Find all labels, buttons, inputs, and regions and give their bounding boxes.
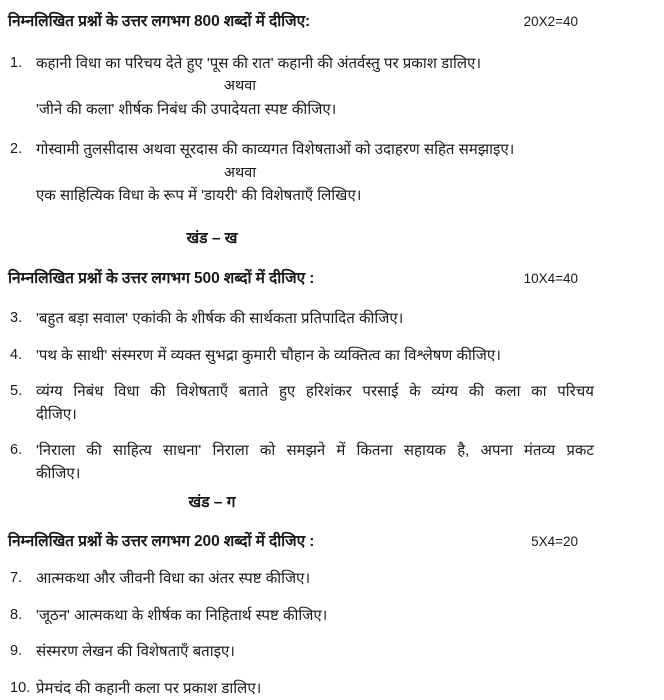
question-body <box>36 440 594 485</box>
section-a-instruction-text: निम्नलिखित प्रश्नों के उत्तर लगभग 800 शब्दों में दीजिए: <box>8 13 311 30</box>
section-c-instruction-text: निम्नलिखित प्रश्नों के उत्तर लगभग 200 शब्दों में दीजिए : <box>8 532 315 550</box>
section-c-heading: खंड – ग <box>188 494 236 512</box>
question-item <box>0 641 664 664</box>
question-body <box>36 568 594 591</box>
alternative-line: 'जीने की कला' शीर्षक निबंध की उपादेयता स्पष्ट कीजिए। <box>36 100 337 118</box>
question-line: 'बहुत बड़ा सवाल' एकांकी के शीर्षक की सार्थकता प्रतिपादित कीजिए। <box>36 310 404 328</box>
question-number: 10. <box>10 679 31 696</box>
section-a-instruction-row <box>0 12 664 33</box>
alternative-label: अथवा <box>223 164 257 181</box>
question-number: 1. <box>10 54 23 71</box>
spacer <box>0 627 664 641</box>
spacer <box>0 591 664 605</box>
section-b-marks: 10X4=40 <box>523 271 578 287</box>
section-c-instruction-row <box>0 532 664 553</box>
question-body <box>36 139 594 207</box>
question-line: कीजिए। <box>36 464 81 482</box>
question-number: 6. <box>10 442 23 459</box>
question-number: 4. <box>10 346 23 363</box>
spacer <box>0 552 664 568</box>
section-a-marks: 20X2=40 <box>523 14 578 29</box>
question-line: दीजिए। <box>36 405 77 423</box>
question-item <box>0 568 664 591</box>
question-line: 'जूठन' आत्मकथा के शीर्षक का निहितार्थ स्पष्ट कीजिए। <box>36 606 328 624</box>
question-line: आत्मकथा और जीवनी विधा का अंतर स्पष्ट कीजिए। <box>36 570 311 588</box>
question-number: 7. <box>10 570 23 587</box>
question-number: 2. <box>10 141 23 158</box>
question-item <box>0 308 664 331</box>
spacer <box>0 331 664 345</box>
question-body <box>36 641 594 664</box>
question-body <box>36 308 594 331</box>
question-body <box>36 678 594 700</box>
spacer <box>0 0 664 12</box>
spacer <box>0 514 664 532</box>
question-body <box>36 345 594 368</box>
question-item <box>0 678 664 700</box>
question-line: गोस्वामी तुलसीदास अथवा सूरदास की काव्यगत विशेषताओं को उदाहरण सहित समझाइए। <box>36 141 515 159</box>
spacer <box>0 249 664 269</box>
spacer <box>0 33 664 53</box>
spacer <box>0 485 664 493</box>
spacer <box>0 367 664 381</box>
question-line: कहानी विधा का परिचय देते हुए 'पूस की रात' कहानी की अंतर्वस्तु पर प्रकाश डालिए। <box>36 54 482 72</box>
section-b-instruction-text: निम्नलिखित प्रश्नों के उत्तर लगभग 500 शब्दों में दीजिए : <box>8 270 315 288</box>
question-body <box>36 53 594 121</box>
question-line: व्यंग्य निबंध विधा की विशेषताएँ बताते हुए हरिशंकर परसाई के व्यंग्य की कला का परिचय <box>36 383 594 401</box>
question-line: प्रेमचंद की कहानी कला पर प्रकाश डालिए। <box>36 679 262 697</box>
question-item <box>0 605 664 628</box>
question-line: संस्मरण लेखन की विशेषताएँ बताइए। <box>36 643 235 661</box>
question-item <box>0 53 664 121</box>
question-line: 'निराला की साहित्य साधना' निराला को समझने में कितना सहायक है, अपना मंतव्य प्रकट <box>36 442 594 460</box>
spacer <box>0 426 664 440</box>
section-c-marks: 5X4=20 <box>531 533 578 549</box>
section-b-instruction-row <box>0 269 664 290</box>
spacer <box>0 664 664 678</box>
alternative-line: एक साहित्यिक विधा के रूप में 'डायरी' की विशेषताएँ लिखिए। <box>36 186 362 204</box>
question-body <box>36 605 594 628</box>
question-item <box>0 345 664 368</box>
question-item <box>0 381 664 426</box>
question-number: 3. <box>10 310 23 327</box>
spacer <box>0 121 664 139</box>
question-number: 5. <box>10 383 23 400</box>
section-b-heading: खंड – ख <box>186 230 238 248</box>
spacer <box>0 290 664 308</box>
question-line: 'पथ के साथी' संस्मरण में व्यक्त सुभद्रा कुमारी चौहान के व्यक्तित्व का विश्लेषण कीजिए। <box>36 346 501 364</box>
question-item <box>0 139 664 207</box>
question-number: 9. <box>10 643 23 660</box>
question-body <box>36 381 594 426</box>
question-number: 8. <box>10 606 23 623</box>
spacer <box>0 207 664 229</box>
alternative-label: अथवा <box>223 78 257 95</box>
question-item <box>0 440 664 485</box>
